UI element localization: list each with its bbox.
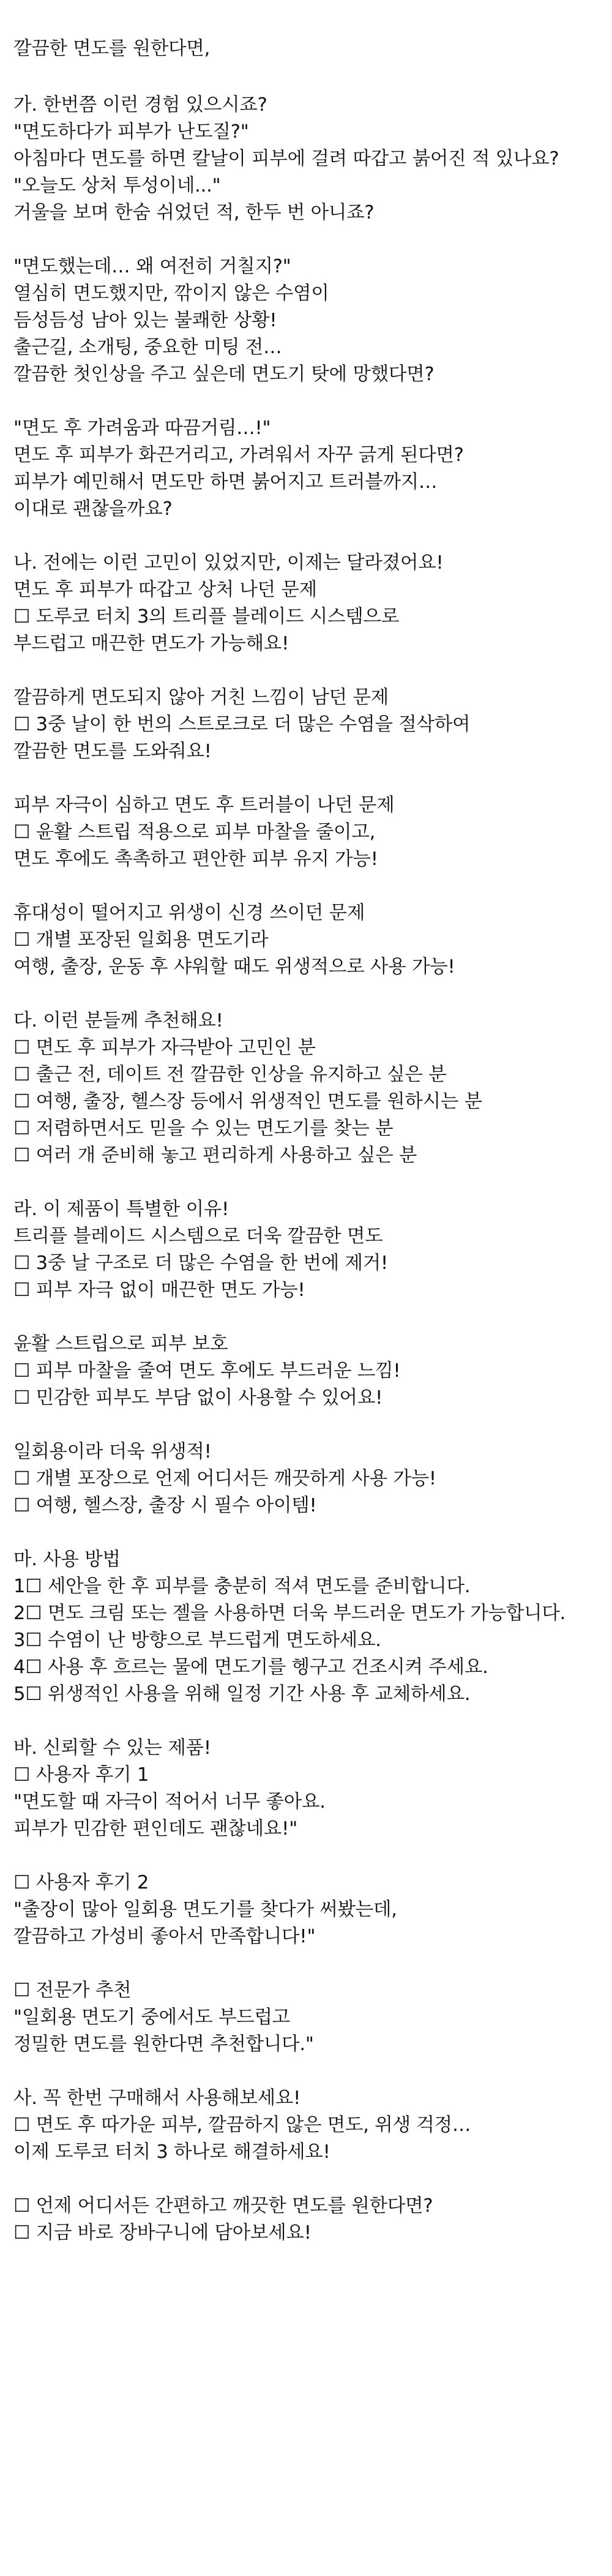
text-line: 깔끔한 첫인상을 주고 싶은데 면도기 탓에 망했다면? — [13, 364, 435, 385]
section-ma-heading: 마. 사용 방법 — [13, 1549, 121, 1570]
review-text: "면도할 때 자극이 적어서 너무 좋아요. — [13, 1791, 326, 1813]
text-line: 아침마다 면도를 하면 칼날이 피부에 걸려 따갑고 붉어진 적 있나요? — [13, 148, 559, 170]
text-line: 면도 후 피부가 화끈거리고, 가려워서 자꾸 긁게 된다면? — [13, 444, 464, 466]
step-item: 2☐ 면도 크림 또는 젤을 사용하면 더욱 부드러운 면도가 가능합니다. — [13, 1603, 566, 1624]
text-line: 피부 자극이 심하고 면도 후 트러블이 나던 문제 — [13, 795, 395, 816]
text-line: "오늘도 상처 투성이네..." — [13, 175, 221, 197]
text-line: 이대로 괜찮을까요? — [13, 498, 173, 520]
expert-text: "일회용 면도기 중에서도 부드럽고 — [13, 2007, 290, 2028]
step-item: 1☐ 세안을 한 후 피부를 충분히 적셔 면도를 준비합니다. — [13, 1576, 471, 1597]
text-line: 열심히 면도했지만, 깎이지 않은 수염이 — [13, 283, 329, 304]
section-ga-heading: 가. 한번쯤 이런 경험 있으시죠? — [13, 94, 267, 116]
text-line: ☐ 3중 날 구조로 더 많은 수염을 한 번에 제거! — [13, 1252, 389, 1274]
text-line: 여행, 출장, 운동 후 샤워할 때도 위생적으로 사용 가능! — [13, 956, 455, 978]
section-da-heading: 다. 이런 분들께 추천해요! — [13, 1010, 223, 1032]
list-item: ☐ 면도 후 피부가 자극받아 고민인 분 — [13, 1037, 316, 1058]
text-line: ☐ 3중 날이 한 번의 스트로크로 더 많은 수염을 절삭하여 — [13, 714, 471, 735]
text-line: 피부가 예민해서 면도만 하면 붉어지고 트러블까지… — [13, 471, 438, 493]
text-line: "면도했는데… 왜 여전히 거칠지?" — [13, 256, 291, 277]
text-line: ☐ 언제 어디서든 간편하고 깨끗한 면도를 원한다면? — [13, 2195, 433, 2217]
list-item: ☐ 출근 전, 데이트 전 깔끔한 인상을 유지하고 싶은 분 — [13, 1064, 447, 1085]
text-line: 휴대성이 떨어지고 위생이 신경 쓰이던 문제 — [13, 902, 365, 924]
step-item: 4☐ 사용 후 흐르는 물에 면도기를 헹구고 건조시켜 주세요. — [13, 1657, 488, 1678]
text-line: ☐ 개별 포장으로 언제 어디서든 깨끗하게 사용 가능! — [13, 1468, 436, 1489]
section-ra-heading: 라. 이 제품이 특별한 이유! — [13, 1199, 230, 1220]
text-line: 트리플 블레이드 시스템으로 더욱 깔끔한 면도 — [13, 1226, 383, 1247]
review-text: "출장이 많아 일회용 면도기를 찾다가 써봤는데, — [13, 1899, 397, 1920]
text-line: ☐ 개별 포장된 일회용 면도기라 — [13, 929, 269, 951]
section-sa-heading: 사. 꼭 한번 구매해서 사용해보세요! — [13, 2087, 301, 2109]
review-title: ☐ 사용자 후기 2 — [13, 1872, 149, 1893]
section-na-heading: 나. 전에는 이런 고민이 있었지만, 이제는 달라졌어요! — [13, 552, 444, 574]
list-item: ☐ 여행, 출장, 헬스장 등에서 위생적인 면도를 원하시는 분 — [13, 1091, 482, 1112]
text-line: ☐ 피부 마찰을 줄여 면도 후에도 부드러운 느낌! — [13, 1360, 401, 1382]
text-line: ☐ 여행, 헬스장, 출장 시 필수 아이템! — [13, 1495, 317, 1516]
text-line: 부드럽고 매끈한 면도가 가능해요! — [13, 633, 289, 654]
text-line: ☐ 도루코 터치 3의 트리플 블레이드 시스템으로 — [13, 606, 400, 627]
text-line: "면도하다가 피부가 난도질?" — [13, 121, 249, 143]
intro-text: 깔끔한 면도를 원한다면, — [13, 38, 211, 59]
text-line: 면도 후에도 촉촉하고 편안한 피부 유지 가능! — [13, 848, 378, 870]
list-item: ☐ 저렴하면서도 믿을 수 있는 면도기를 찾는 분 — [13, 1118, 394, 1139]
text-line: 깔끔한 면도를 도와줘요! — [13, 741, 212, 762]
step-item: 5☐ 위생적인 사용을 위해 일정 기간 사용 후 교체하세요. — [13, 1683, 471, 1705]
step-item: 3☐ 수염이 난 방향으로 부드럽게 면도하세요. — [13, 1630, 381, 1651]
text-line: ☐ 피부 자극 없이 매끈한 면도 가능! — [13, 1279, 305, 1301]
review-title: ☐ 사용자 후기 1 — [13, 1764, 149, 1786]
expert-text: 정밀한 면도를 원한다면 추천합니다." — [13, 2034, 314, 2055]
text-line: ☐ 면도 후 따가운 피부, 깔끔하지 않은 면도, 위생 걱정… — [13, 2114, 471, 2136]
text-line: 출근길, 소개팅, 중요한 미팅 전… — [13, 337, 282, 358]
text-line: ☐ 윤활 스트립 적용으로 피부 마찰을 줄이고, — [13, 822, 376, 843]
text-line: 깔끔하게 면도되지 않아 거친 느낌이 남던 문제 — [13, 687, 389, 708]
expert-title: ☐ 전문가 추천 — [13, 1980, 132, 2001]
list-item: ☐ 여러 개 준비해 놓고 편리하게 사용하고 싶은 분 — [13, 1145, 417, 1166]
text-line: 거울을 보며 한숨 쉬었던 적, 한두 번 아니죠? — [13, 202, 375, 223]
text-line: ☐ 지금 바로 장바구니에 담아보세요! — [13, 2222, 312, 2244]
text-line: 이제 도루코 터치 3 하나로 해결하세요! — [13, 2141, 330, 2163]
text-line: "면도 후 가려움과 따끔거림…!" — [13, 417, 271, 439]
text-line: 면도 후 피부가 따갑고 상처 나던 문제 — [13, 579, 317, 601]
text-line: 일회용이라 더욱 위생적! — [13, 1441, 212, 1462]
review-text: 피부가 민감한 편인데도 괜찮네요!" — [13, 1818, 298, 1840]
text-line: 듬성듬성 남아 있는 불쾌한 상황! — [13, 310, 277, 331]
section-ba-heading: 바. 신뢰할 수 있는 제품! — [13, 1737, 211, 1759]
text-line: ☐ 민감한 피부도 부담 없이 사용할 수 있어요! — [13, 1387, 383, 1409]
review-text: 깔끔하고 가성비 좋아서 만족합니다!" — [13, 1926, 316, 1947]
text-line: 윤활 스트립으로 피부 보호 — [13, 1333, 228, 1355]
